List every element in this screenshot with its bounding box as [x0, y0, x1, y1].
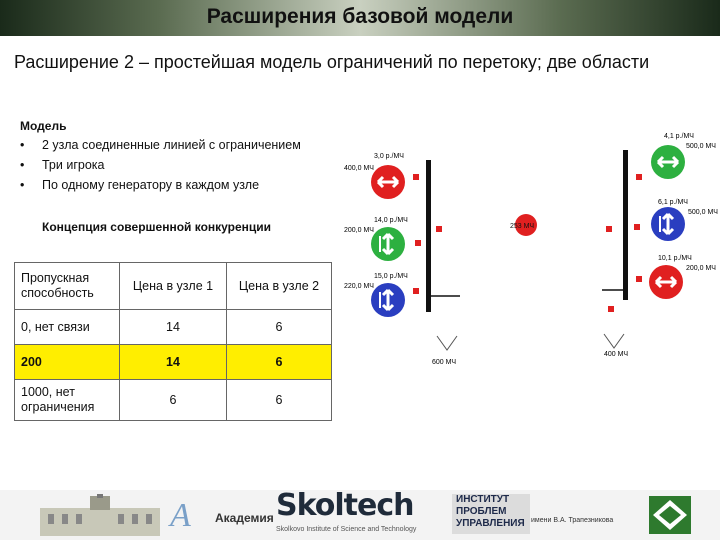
right-gen-1-cap: 500,0 МЧ — [686, 143, 716, 150]
results-table — [14, 262, 332, 421]
svg-text:A: A — [170, 497, 191, 534]
bullet-item: • 2 узла соединенные линией с ограничением — [20, 138, 301, 158]
right-marker — [636, 174, 642, 180]
table-header-cell: Пропускная способность — [15, 263, 120, 310]
building-logo — [40, 494, 160, 536]
left-bus — [426, 160, 431, 312]
left-gen-3-cap: 220,0 МЧ — [344, 283, 374, 290]
institute-line: ПРОБЛЕМ — [456, 506, 507, 517]
table-cell: 6 — [227, 380, 332, 421]
left-load-label: 600 МЧ — [432, 359, 457, 366]
skoltech-logo — [276, 488, 413, 523]
table-cell: 6 — [227, 345, 332, 380]
table-row-highlighted — [15, 345, 332, 380]
table-cell: 200 — [15, 345, 120, 380]
institute-logo — [456, 494, 525, 530]
right-marker — [636, 276, 642, 282]
left-generator-3 — [371, 283, 405, 317]
bullet-item: • По одному генератору в каждом узле — [20, 178, 301, 198]
table-cell: 6 — [120, 380, 227, 421]
right-gen-3-price: 10,1 р./МЧ — [658, 255, 692, 262]
right-bus — [623, 150, 628, 300]
right-marker — [608, 306, 614, 312]
footer-logos — [0, 490, 720, 540]
left-load-icon — [437, 336, 457, 350]
table-cell: 0, нет связи — [15, 310, 120, 345]
right-load-label: 400 МЧ — [604, 351, 629, 358]
left-gen-3-price: 15,0 р./МЧ — [374, 273, 408, 280]
left-gen-2-cap: 200,0 МЧ — [344, 227, 374, 234]
table-row — [15, 380, 332, 421]
right-generator-2 — [651, 207, 685, 241]
left-generator-1 — [371, 165, 405, 199]
table-cell: 6 — [227, 310, 332, 345]
institute-line: УПРАВЛЕНИЯ — [456, 518, 525, 529]
skoltech-logo-text: Skoltech — [276, 488, 414, 523]
left-marker — [415, 240, 421, 246]
right-gen-2-price: 6,1 р./МЧ — [658, 199, 688, 206]
center-label: 253 МЧ — [510, 223, 535, 230]
page-title: Расширения базовой модели — [206, 5, 514, 28]
institute-line: ИНСТИТУТ — [456, 494, 510, 505]
right-gen-3-cap: 200,0 МЧ — [686, 265, 716, 272]
right-marker — [606, 226, 612, 232]
academy-text: Академия — [215, 511, 274, 525]
right-marker — [634, 224, 640, 230]
academy-logo — [168, 494, 214, 536]
network-diagram — [340, 128, 720, 388]
right-load-icon — [604, 334, 624, 348]
left-gen-1-cap: 400,0 МЧ — [344, 165, 374, 172]
table-cell: 1000, нет ограничения — [15, 380, 120, 421]
emblem-logo — [645, 494, 695, 536]
table-header-row — [15, 263, 332, 310]
left-marker — [436, 226, 442, 232]
table-row — [15, 310, 332, 345]
left-marker — [413, 288, 419, 294]
concept-heading: Концепция совершенной конкуренции — [42, 220, 272, 234]
institute-subtitle: имени В.А. Трапезникова — [531, 517, 614, 524]
right-gen-2-cap: 500,0 МЧ — [688, 209, 718, 216]
table-cell: 14 — [120, 310, 227, 345]
skoltech-subtitle: Skolkovo Institute of Science and Technology — [276, 526, 417, 533]
left-gen-1-price: 3,0 р./МЧ — [374, 153, 404, 160]
right-generator-1 — [651, 145, 685, 179]
model-heading: Модель — [20, 119, 67, 133]
right-generator-3 — [649, 265, 683, 299]
left-generator-2 — [371, 227, 405, 261]
right-gen-1-price: 4,1 р./МЧ — [664, 133, 694, 140]
table-cell: 14 — [120, 345, 227, 380]
table-header-cell: Цена в узле 1 — [120, 263, 227, 310]
left-marker — [413, 174, 419, 180]
slide-subtitle: Расширение 2 – простейшая модель ограничений по перетоку; две области — [14, 52, 650, 72]
table-header-cell: Цена в узле 2 — [227, 263, 332, 310]
bullet-item: • Три игрока — [20, 158, 301, 178]
model-bullet-list — [20, 138, 301, 198]
left-gen-2-price: 14,0 р./МЧ — [374, 217, 408, 224]
